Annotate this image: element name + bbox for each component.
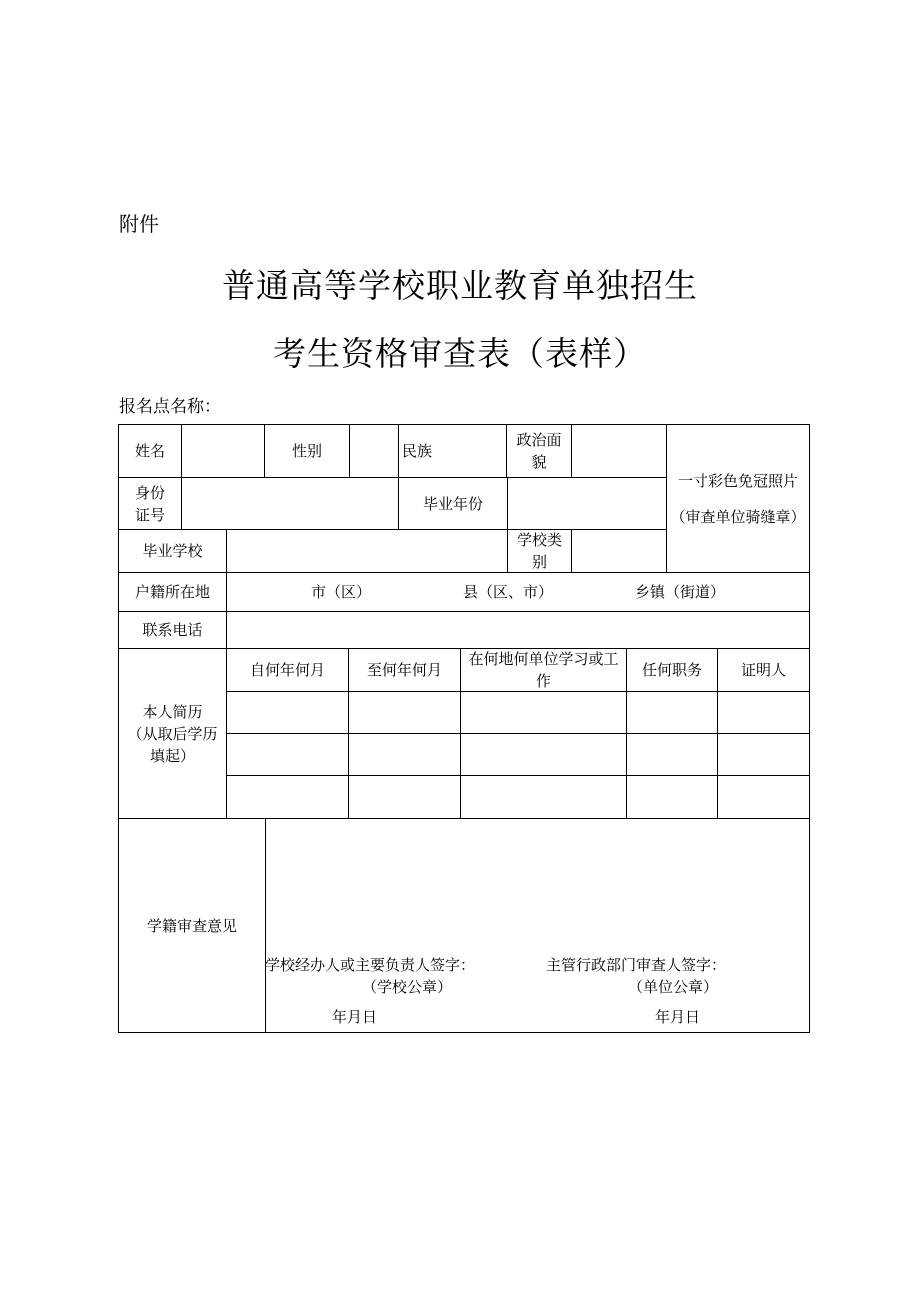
graduation-school-field[interactable]: [226, 529, 508, 573]
photo-box[interactable]: [666, 424, 810, 573]
name-field[interactable]: [181, 424, 265, 478]
graduation-school-label: 毕业学校: [118, 529, 227, 573]
resume-cell[interactable]: [717, 691, 810, 734]
school-type-field[interactable]: [571, 529, 667, 573]
dept-seal-label: （单位公章）: [628, 978, 719, 996]
registration-point-label: 报名点名称：: [119, 397, 221, 417]
school-type-label: 学校类别: [507, 529, 572, 573]
school-seal-label: （学校公章）: [362, 978, 453, 996]
household-field[interactable]: [226, 572, 810, 612]
household-county: 县（区、市）: [463, 583, 554, 601]
graduation-year-label: 毕业年份: [398, 477, 508, 530]
attachment-label: 附件: [119, 212, 159, 236]
photo-seal-note: （审查单位骑缝章）: [670, 507, 806, 526]
school-signer-label: 学校经办人或主要负责人签字：: [265, 956, 476, 974]
qualification-form-table: [118, 424, 810, 1033]
photo-label: 一寸彩色免冠照片: [677, 471, 798, 490]
household-city: 市（区）: [311, 583, 372, 601]
gender-label: 性别: [264, 424, 350, 478]
form-title-line1: 普通高等学校职业教育单独招生: [222, 266, 698, 305]
name-label: 姓名: [118, 424, 182, 478]
resume-cell[interactable]: [626, 691, 718, 734]
resume-cell[interactable]: [460, 733, 627, 776]
political-status-label: 政治面貌: [516, 431, 562, 471]
resume-cell[interactable]: [626, 733, 718, 776]
resume-header-to: 至何年何月: [348, 648, 461, 692]
review-field[interactable]: [265, 818, 810, 1033]
ethnicity-label: 民族: [398, 424, 507, 478]
resume-cell[interactable]: [226, 733, 349, 776]
resume-label: 本人简历 （从取后学历 填起）: [118, 648, 227, 819]
resume-header-position: 任何职务: [626, 648, 718, 692]
resume-cell[interactable]: [348, 691, 461, 734]
political-status-field[interactable]: [571, 424, 667, 478]
resume-cell[interactable]: [626, 775, 718, 819]
resume-cell[interactable]: [226, 775, 349, 819]
household-town: 乡镇（街道）: [635, 583, 726, 601]
resume-header-place: 在何地何单位学习或工作: [460, 648, 627, 692]
graduation-year-field[interactable]: [507, 477, 667, 530]
resume-cell[interactable]: [226, 691, 349, 734]
resume-cell[interactable]: [348, 775, 461, 819]
resume-cell[interactable]: [460, 775, 627, 819]
id-number-label: 身份证号: [118, 477, 182, 530]
resume-cell[interactable]: [460, 691, 627, 734]
resume-header-witness: 证明人: [717, 648, 810, 692]
dept-signer-label: 主管行政部门审查人签字：: [546, 956, 727, 974]
review-label: 学籍审查意见: [118, 818, 266, 1033]
phone-field[interactable]: [226, 611, 810, 649]
id-number-field[interactable]: [181, 477, 399, 530]
household-label: 户籍所在地: [118, 572, 227, 612]
form-title-line2: 考生资格审查表（表样）: [273, 334, 647, 373]
resume-cell[interactable]: [717, 775, 810, 819]
gender-field[interactable]: [349, 424, 399, 478]
resume-cell[interactable]: [348, 733, 461, 776]
dept-date-label: 年月日: [655, 1008, 701, 1026]
resume-header-from: 自何年何月: [226, 648, 349, 692]
resume-cell[interactable]: [717, 733, 810, 776]
school-date-label: 年月日: [332, 1008, 378, 1026]
phone-label: 联系电话: [118, 611, 227, 649]
